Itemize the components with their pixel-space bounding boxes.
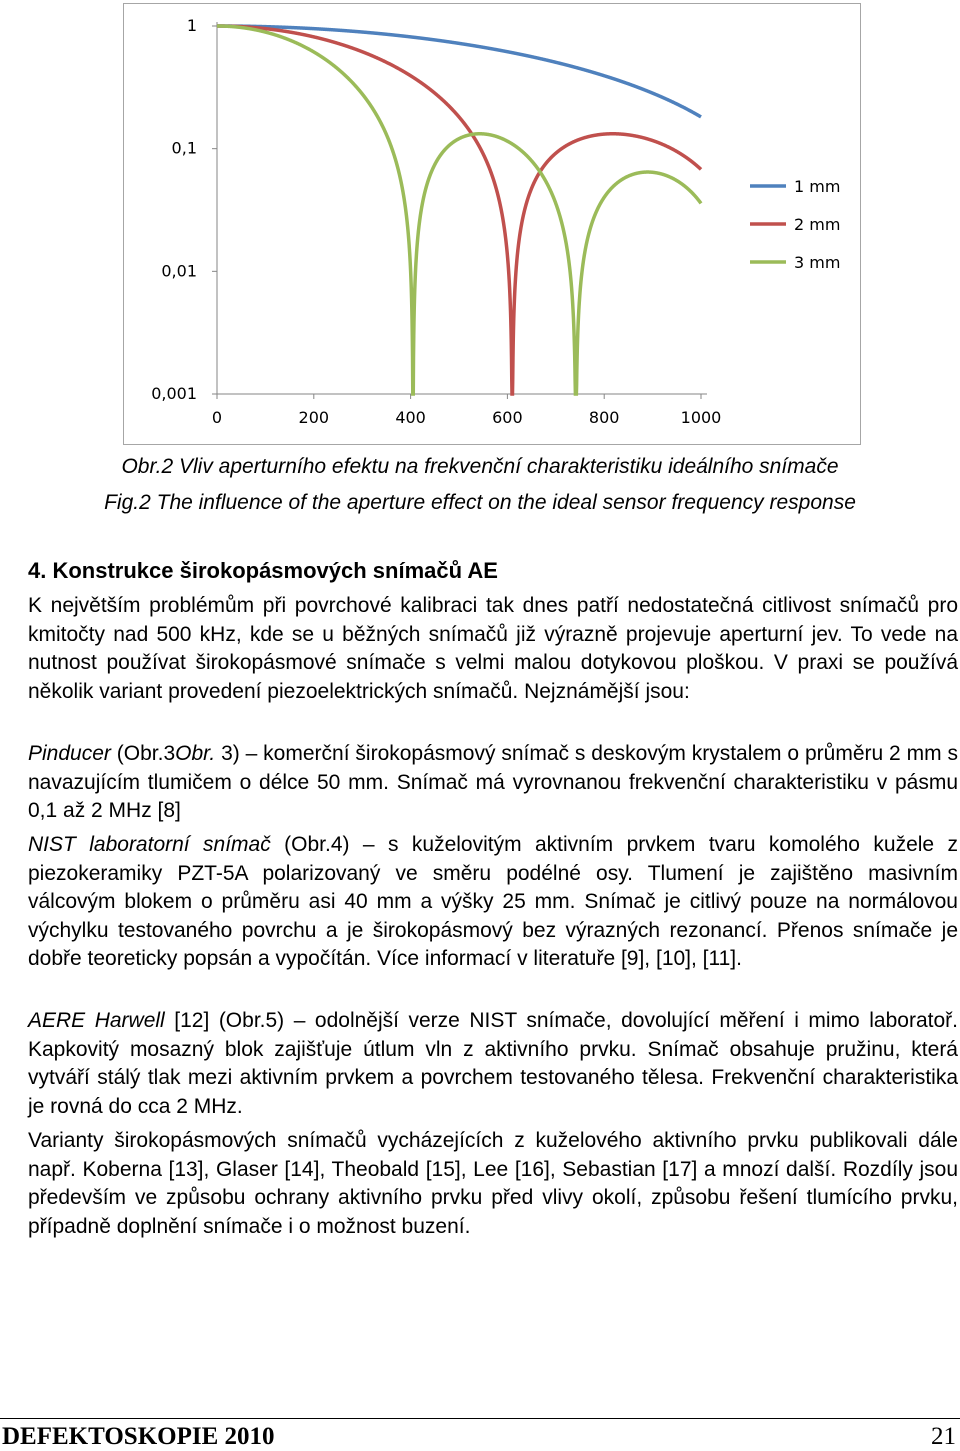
x-tick-label: 800 [588,408,620,427]
term-nist: NIST laboratorní snímač [28,833,271,856]
y-tick-label: 0,1 [171,138,197,158]
x-tick-label: 1000 [680,408,722,427]
section-heading: 4. Konstrukce širokopásmových snímačů AE [28,558,498,583]
legend-label: 3 mm [794,253,841,272]
figure-caption-en: Fig.2 The influence of the aperture effect on the ideal sensor frequency response [104,491,856,514]
term-harwell: AERE Harwell [28,1009,165,1032]
paragraph-1 [28,592,958,706]
term-pinducer: Pinducer [28,742,111,765]
aperture-chart [124,4,860,444]
y-tick-label: 0,01 [161,261,197,281]
legend-label: 1 mm [794,177,841,196]
series-line-3-mm [217,26,701,394]
footer-rule [0,1418,960,1419]
legend-label: 2 mm [794,215,841,234]
series-line-2-mm [217,26,701,394]
paragraph-variants-text: Varianty širokopásmových snímačů vycházejících z kuželového aktivního prvku publikovali dále např. Koberna [13], Glaser [14], Theobald [15], Lee [16], Sebastian [17] a mnozí další. Rozdíly jsou především ve způsobu ochrany aktivního prvku před vlivy okolí, způsobu řešení tlumícího prvku, případně doplnění snímače i o možnost buzení. [28,1129,958,1238]
figure-caption-cz: Obr.2 Vliv aperturního efektu na frekvenční charakteristiku ideálního snímače [121,455,839,478]
x-tick-label: 0 [211,408,223,427]
x-tick-label: 600 [492,408,523,427]
y-tick-label: 0,001 [151,384,197,403]
y-tick-label: 1 [186,16,197,35]
footer-page-number: 21 [931,1423,956,1450]
paragraph-nist: NIST laboratorní snímač (Obr.4) – s kuželovitým aktivním prvkem tvaru komolého kužele z piezokeramiky PZT-5A polarizovaný ve směru podélné osy. Tlumení je zajištěno masivním válcovým blokem o průměru asi 40 mm a výšky 25 mm. Snímač je citlivý pouze na normálovou výchylku testovaného povrchu a je širokopásmový bez výrazných rezonancí. Přenos snímače je dobře teoreticky popsán a vypočítán. Více informací v literatuře [9], [10], [11]. [28,833,958,970]
paragraph-harwell: AERE Harwell [12] (Obr.5) – odolnější verze NIST snímače, dovolující měření i mimo laboratoř. Kapkovitý mosazný blok zajišťuje útlum vln z aktivního prvku. Snímač obsahuje pružinu, která vytváří stálý tlak mezi aktivním prvkem a povrchem testovaného tělesa. Frekvenční charakteristika je rovná do cca 2 MHz. [28,1009,958,1118]
x-tick-label: 400 [395,408,426,427]
paragraph-pinducer: Pinducer (Obr.3Obr. 3) – komerční širokopásmový snímač s deskovým krystalem o průměru 2 mm s navazujícím tlumičem o délce 50 mm. Snímač má vyrovnanou frekvenční charakteristiku v pásmu 0,1 až 2 MHz [8] [28,742,958,822]
chart-frame [123,3,861,445]
footer-journal: DEFEKTOSKOPIE 2010 [2,1423,275,1450]
paragraph-variants [28,1127,958,1241]
x-tick-label: 200 [298,408,330,427]
paragraph-1-text: K největším problémům při povrchové kalibraci tak dnes patří nedostatečná citlivost snímačů pro kmitočty nad 500 kHz, kde se u běžných snímačů již výrazně projevuje aperturní jev. To vede na nutnost používat širokopásmové snímače s velmi malou dotykovou ploškou. V praxi se používá několik variant provedení piezoelektrických snímačů. Nejznámější jsou: [28,594,958,703]
